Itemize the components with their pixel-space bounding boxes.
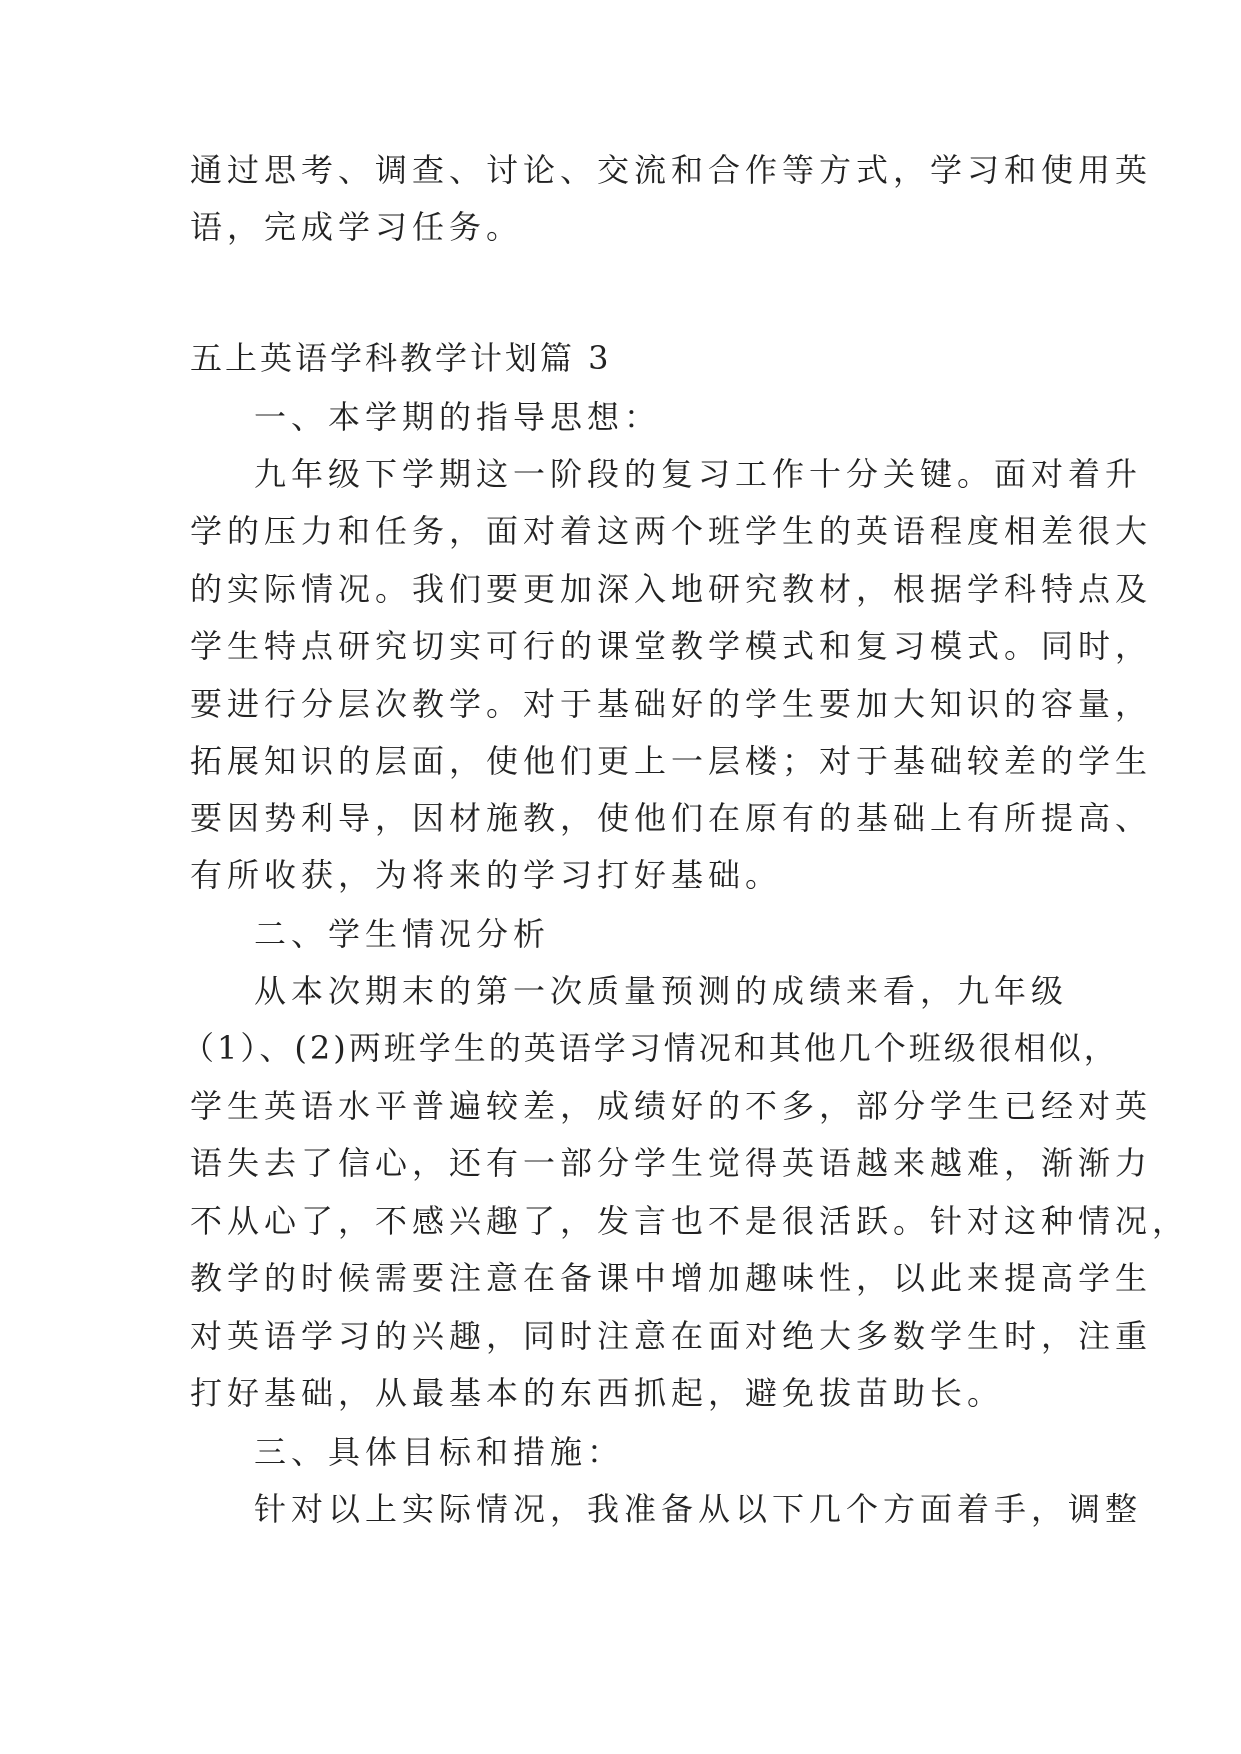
paragraph-line: 从本次期末的第一次质量预测的成绩来看，九年级 — [254, 972, 1069, 1010]
paragraph-line: 拓展知识的层面，使他们更上一层楼；对于基础较差的学生 — [190, 742, 1153, 780]
paragraph-line: （1）、(2)两班学生的英语学习情况和其他几个班级很相似， — [182, 1029, 1119, 1067]
paragraph-line: 针对以上实际情况，我准备从以下几个方面着手，调整 — [254, 1490, 1143, 1528]
paragraph-line: 学生特点研究切实可行的课堂教学模式和复习模式。同时， — [190, 627, 1153, 665]
section-title: 五上英语学科教学计划篇 3 — [190, 339, 612, 377]
paragraph-line: 九年级下学期这一阶段的复习工作十分关键。面对着升 — [254, 455, 1143, 493]
paragraph-line: 的实际情况。我们要更加深入地研究教材，根据学科特点及 — [190, 570, 1153, 608]
paragraph-line: 学生英语水平普遍较差，成绩好的不多，部分学生已经对英 — [190, 1087, 1153, 1125]
paragraph-line: 要进行分层次教学。对于基础好的学生要加大知识的容量， — [190, 685, 1153, 723]
paragraph-line: 不从心了，不感兴趣了，发言也不是很活跃。针对这种情况， — [190, 1202, 1190, 1240]
subheading: 三、具体目标和措施： — [254, 1433, 625, 1471]
paragraph-line: 教学的时候需要注意在备课中增加趣味性，以此来提高学生 — [190, 1259, 1153, 1297]
paragraph-line: 语，完成学习任务。 — [190, 208, 524, 246]
paragraph-line: 有所收获，为将来的学习打好基础。 — [190, 856, 783, 894]
subheading: 一、本学期的指导思想： — [254, 398, 662, 436]
paragraph-line: 学的压力和任务，面对着这两个班学生的英语程度相差很大 — [190, 512, 1153, 550]
paragraph-line: 打好基础，从最基本的东西抓起，避免拔苗助长。 — [190, 1374, 1005, 1412]
paragraph-line: 对英语学习的兴趣，同时注意在面对绝大多数学生时，注重 — [190, 1317, 1153, 1355]
paragraph-line: 通过思考、调查、讨论、交流和合作等方式，学习和使用英 — [190, 151, 1153, 189]
subheading: 二、学生情况分析 — [254, 915, 551, 953]
paragraph-line: 要因势利导，因材施教，使他们在原有的基础上有所提高、 — [190, 799, 1153, 837]
paragraph-line: 语失去了信心，还有一部分学生觉得英语越来越难，渐渐力 — [190, 1144, 1153, 1182]
